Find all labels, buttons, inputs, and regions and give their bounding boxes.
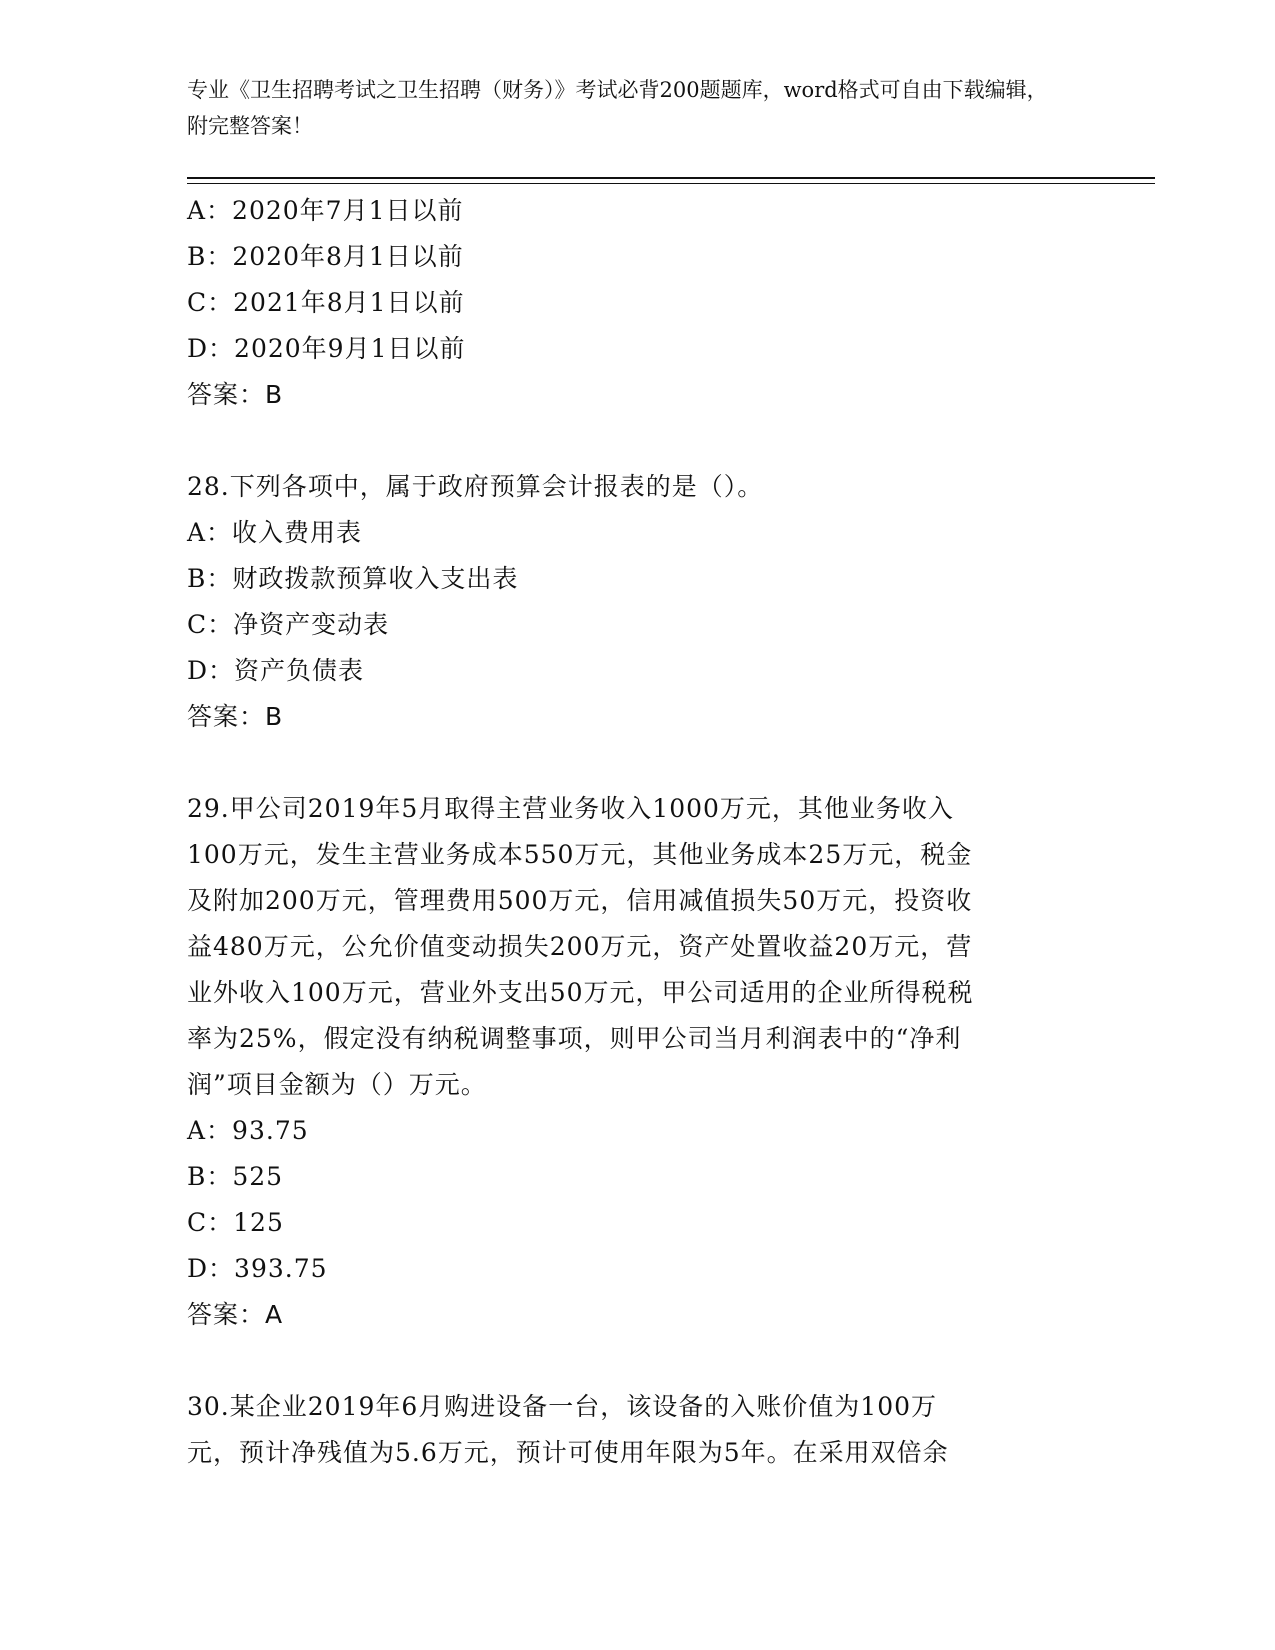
question-stem-line: 率为25%，假定没有纳税调整事项，则甲公司当月利润表中的“净利 — [187, 1024, 962, 1053]
question-stem-line: 业外收入100万元，营业外支出50万元，甲公司适用的企业所得税税 — [187, 978, 974, 1007]
option-c: C：2021年8月1日以前 — [187, 288, 465, 317]
option-b: B：财政拨款预算收入支出表 — [187, 564, 519, 593]
question-stem-line: 及附加200万元，管理费用500万元，信用减值损失50万元，投资收 — [187, 886, 973, 915]
question-stem-line: 元，预计净残值为5.6万元，预计可使用年限为5年。在采用双倍余 — [187, 1438, 949, 1467]
option-a: A：2020年7月1日以前 — [187, 196, 464, 225]
answer: 答案：B — [187, 702, 284, 731]
option-d: D：2020年9月1日以前 — [187, 334, 466, 363]
question-stem-line: 润”项目金额为（）万元。 — [187, 1070, 487, 1099]
option-b: B：2020年8月1日以前 — [187, 242, 464, 271]
question-27 — [187, 188, 1077, 418]
question-stem-line: 益480万元，公允价值变动损失200万元，资产处置收益20万元，营 — [187, 932, 973, 961]
option-a: A：收入费用表 — [187, 518, 363, 547]
question-stem-line: 30.某企业2019年6月购进设备一台，该设备的入账价值为100万 — [187, 1392, 938, 1421]
option-c: C：净资产变动表 — [187, 610, 390, 639]
option-a: A：93.75 — [187, 1116, 309, 1145]
question-29 — [187, 786, 1077, 1338]
question-stem-line: 100万元，发生主营业务成本550万元，其他业务成本25万元，税金 — [187, 840, 973, 869]
header-rule-thin — [187, 183, 1155, 184]
option-d: D：393.75 — [187, 1254, 328, 1283]
header-rule-thick — [187, 177, 1155, 179]
answer: 答案：B — [187, 380, 284, 409]
document-header: 专业《卫生招聘考试之卫生招聘（财务）》考试必背200题题库，word格式可自由下载编辑，附完整答案！ — [187, 78, 1048, 138]
option-c: C：125 — [187, 1208, 284, 1237]
question-content — [187, 188, 1077, 1476]
question-stem-line: 29.甲公司2019年5月取得主营业务收入1000万元，其他业务收入 — [187, 794, 954, 823]
answer: 答案：A — [187, 1300, 284, 1329]
question-stem: 28.下列各项中，属于政府预算会计报表的是（）。 — [187, 472, 764, 501]
question-30 — [187, 1384, 1077, 1476]
question-28 — [187, 464, 1077, 740]
option-b: B：525 — [187, 1162, 284, 1191]
option-d: D：资产负债表 — [187, 656, 365, 685]
